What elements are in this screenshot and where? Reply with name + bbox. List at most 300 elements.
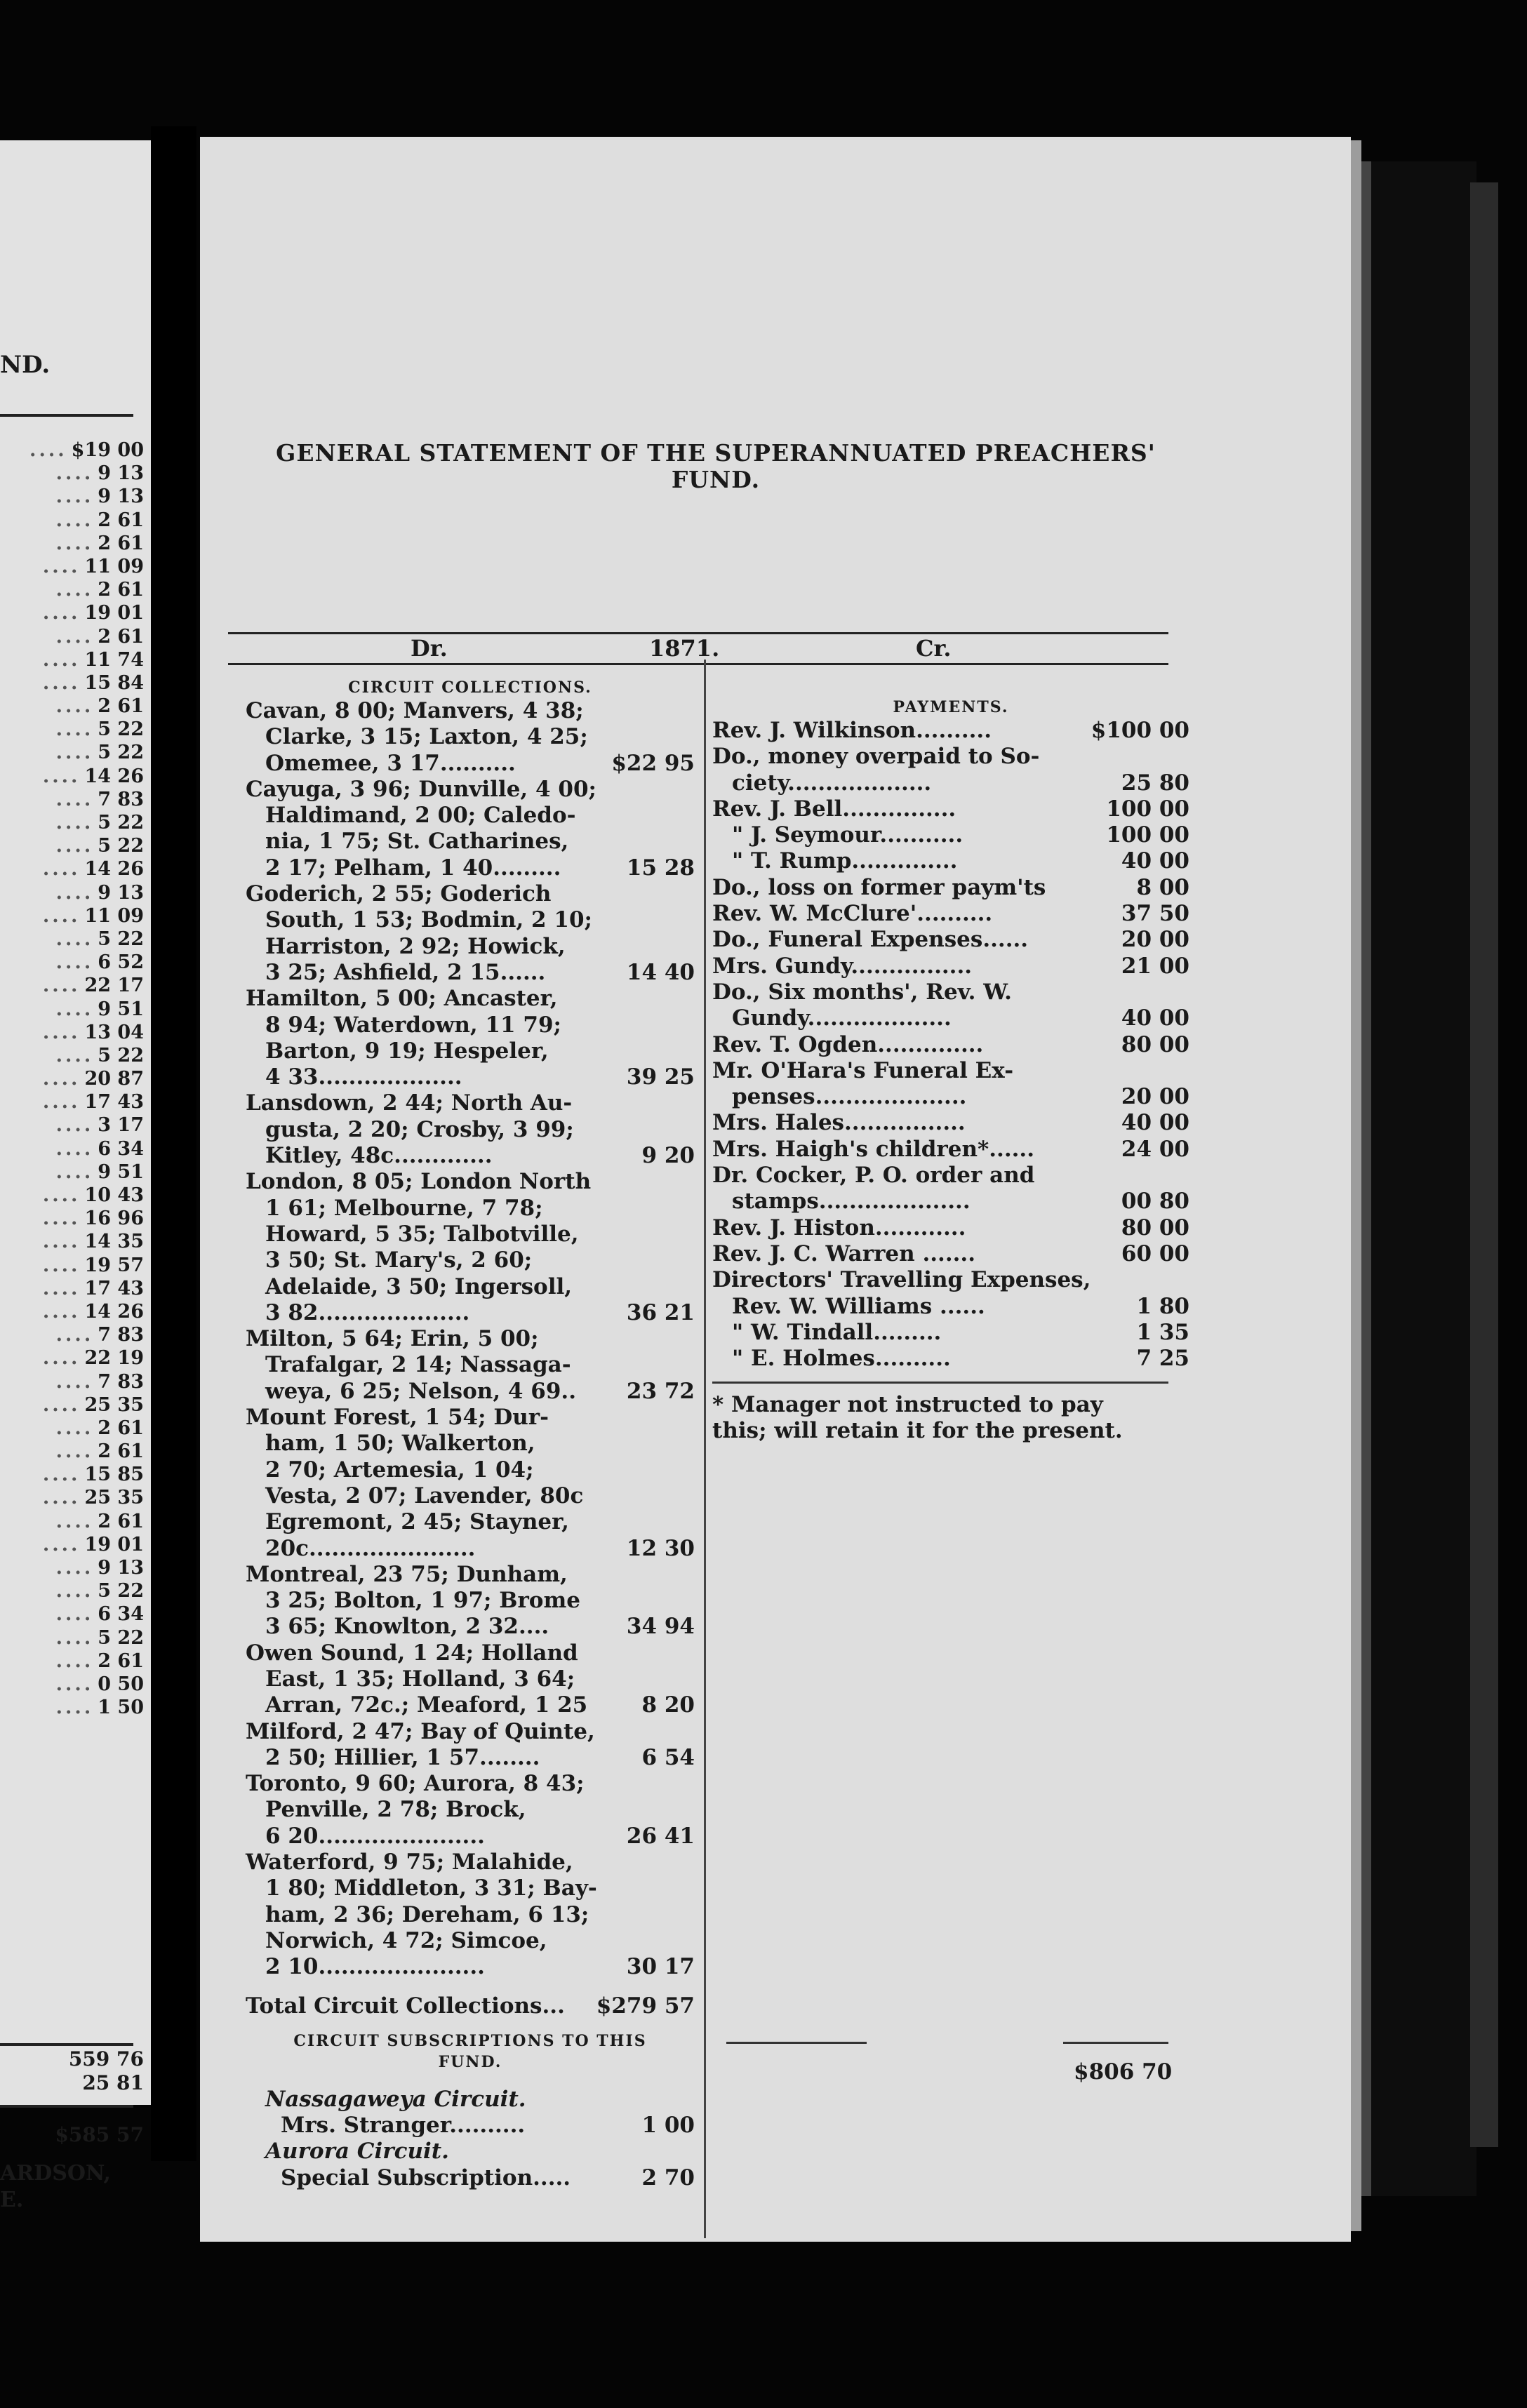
leader-dots: .... <box>55 835 94 857</box>
leader-dots: .... <box>42 1068 81 1090</box>
collection-entry-line: Haldimand, 2 00; Caledo- <box>265 803 576 829</box>
collection-entry <box>246 698 695 777</box>
subscription-amount: 1 00 <box>641 2113 695 2139</box>
left-page-row <box>0 1673 144 1696</box>
payment-entry <box>712 1032 1365 1058</box>
leader-dots: .... <box>42 671 81 694</box>
footnote-line-2: this; will retain it for the present. <box>712 1418 1123 1444</box>
left-page-row <box>0 485 144 508</box>
left-page-amount: 11 74 <box>84 648 144 671</box>
travel-entry <box>712 1320 1365 1346</box>
leader-dots: .... <box>55 928 94 950</box>
collection-entry-line: 6 20...................... <box>265 1823 485 1849</box>
left-page-amount: 6 52 <box>98 951 144 974</box>
left-page-amount: 9 13 <box>98 1557 144 1579</box>
payment-entry-line: Do., Six months', Rev. W. <box>712 979 1012 1005</box>
left-page-row <box>0 1323 144 1346</box>
column-divider <box>704 660 706 2238</box>
collection-entry-line: gusta, 2 20; Crosby, 3 99; <box>265 1116 574 1142</box>
left-page-amount: 6 34 <box>98 1137 144 1160</box>
leader-dots: .... <box>55 998 94 1020</box>
circuit-name-aurora: Aurora Circuit. <box>265 2139 449 2165</box>
left-page-row <box>0 1510 144 1533</box>
collection-entry-line: 3 65; Knowlton, 2 32.... <box>265 1614 549 1640</box>
collection-entry-line: Lansdown, 2 44; North Au- <box>246 1090 573 1116</box>
left-page-row <box>0 1603 144 1626</box>
collection-entry-line: Kitley, 48c............. <box>265 1143 493 1169</box>
left-page-row <box>0 1440 144 1463</box>
collection-entry-line: Hamilton, 5 00; Ancaster, <box>246 986 558 1012</box>
collection-entry-line: 3 25; Bolton, 1 97; Brome <box>265 1588 580 1614</box>
payment-entry <box>712 1241 1365 1267</box>
subscriptions-heading-1: CIRCUIT SUBSCRIPTIONS TO THIS <box>293 2031 647 2050</box>
left-page-amount: 20 87 <box>84 1068 144 1090</box>
leader-dots: .... <box>42 648 81 671</box>
leader-dots: .... <box>42 1487 81 1509</box>
left-page-row <box>0 904 144 928</box>
left-page-row <box>0 1044 144 1067</box>
payment-entry <box>712 744 1365 796</box>
left-page-row <box>0 1021 144 1044</box>
left-page-row <box>0 741 144 764</box>
leader-dots: .... <box>55 462 94 485</box>
left-page-amount: 17 43 <box>84 1277 144 1299</box>
left-page-amount: 2 61 <box>98 532 144 554</box>
payment-entry-amount: 80 00 <box>1121 1031 1189 1057</box>
payment-entry-amount: 80 00 <box>1121 1215 1189 1240</box>
leader-dots: .... <box>42 1021 81 1043</box>
collection-entry-line: ham, 2 36; Dereham, 6 13; <box>265 1901 589 1927</box>
left-page-amount: 9 13 <box>98 462 144 485</box>
left-page-row <box>0 857 144 881</box>
ledger-page <box>200 137 1351 2242</box>
left-page-amount: 10 43 <box>84 1184 144 1206</box>
footnote-line-1: * Manager not instructed to pay <box>712 1392 1103 1418</box>
payment-entry-line: Gundy................... <box>732 1005 952 1031</box>
leader-dots: .... <box>42 1464 81 1486</box>
leader-dots: .... <box>42 1300 81 1323</box>
payment-entry-line: penses.................... <box>732 1084 967 1110</box>
collection-entry-line: nia, 1 75; St. Catharines, <box>265 829 569 855</box>
leader-dots: .... <box>55 1417 94 1439</box>
leader-dots: .... <box>55 1510 94 1532</box>
collection-entry-line: East, 1 35; Holland, 3 64; <box>265 1666 575 1692</box>
leader-dots: .... <box>55 1580 94 1603</box>
subscriptions-heading-2: FUND. <box>438 2052 502 2071</box>
total-collections-row <box>246 1993 695 2019</box>
collection-entry-amount: 6 54 <box>641 1744 695 1770</box>
left-page-row <box>0 788 144 811</box>
left-page-amount: 19 01 <box>84 1533 144 1556</box>
payment-entry-line: Rev. J. C. Warren ....... <box>712 1240 975 1266</box>
collection-entry-line: 8 94; Waterdown, 11 79; <box>265 1012 561 1038</box>
left-page-row <box>0 1137 144 1160</box>
payment-entry-amount: 20 00 <box>1121 927 1189 953</box>
left-page-subtotal: 559 76 <box>68 2047 144 2071</box>
payment-entry <box>712 796 1365 822</box>
collection-entry-line: Trafalgar, 2 14; Nassaga- <box>265 1352 571 1378</box>
leader-dots: .... <box>42 1254 81 1276</box>
left-page-footer-line-1: ARDSON, <box>0 2161 111 2186</box>
collection-entry-line: Cavan, 8 00; Manvers, 4 38; <box>246 698 584 723</box>
collection-entry-line: South, 1 53; Bodmin, 2 10; <box>265 907 592 933</box>
leader-dots: .... <box>42 602 81 624</box>
left-page-amount: 2 61 <box>98 509 144 531</box>
left-page-amount: 1 50 <box>98 1697 144 1719</box>
leader-dots: .... <box>42 1184 81 1206</box>
collection-entry <box>246 881 695 986</box>
left-page-row <box>0 1277 144 1300</box>
payment-entry-line: Rev. J. Histon............ <box>712 1215 966 1240</box>
leader-dots: .... <box>55 1370 94 1393</box>
left-page-amount: 5 22 <box>98 835 144 857</box>
travelling-expenses-heading: Directors' Travelling Expenses, <box>712 1267 1091 1293</box>
subscription-label: Special Subscription..... <box>281 2165 571 2190</box>
left-page-amount: 7 83 <box>98 1370 144 1393</box>
payment-entry-line: " J. Seymour........... <box>732 822 963 848</box>
left-page-row <box>0 1160 144 1184</box>
grand-total: $806 70 <box>1074 2059 1173 2085</box>
collection-entry-amount: 15 28 <box>626 855 695 881</box>
leader-dots: .... <box>42 765 81 787</box>
left-page-amount: 15 85 <box>84 1464 144 1486</box>
payment-entry-amount: 8 00 <box>1136 874 1189 900</box>
payment-entry-line: Rev. W. McClure'.......... <box>712 901 993 927</box>
payment-entry-line: Mrs. Gundy................ <box>712 953 973 979</box>
leader-dots: .... <box>55 742 94 764</box>
left-page-row <box>0 881 144 904</box>
circuit-collections-heading: CIRCUIT COLLECTIONS. <box>348 678 592 697</box>
payment-entry-line: Dr. Cocker, P. O. order and <box>712 1163 1035 1189</box>
left-page-amount: 9 13 <box>98 486 144 508</box>
payment-entry-amount: 40 00 <box>1121 848 1189 874</box>
leader-dots: .... <box>42 1091 81 1113</box>
collection-entry-line: Norwich, 4 72; Simcoe, <box>265 1927 547 1953</box>
payment-entry <box>712 954 1365 979</box>
collection-entry-line: Toronto, 9 60; Aurora, 8 43; <box>246 1771 585 1797</box>
leader-dots: .... <box>55 1114 94 1137</box>
collection-entry-line: Waterford, 9 75; Malahide, <box>246 1850 573 1875</box>
collection-entry-line: Owen Sound, 1 24; Holland <box>246 1640 578 1666</box>
leader-dots: .... <box>55 1650 94 1672</box>
left-page-amount: 5 22 <box>98 718 144 741</box>
collection-entry-amount: 34 94 <box>626 1614 695 1640</box>
book-cover-edge <box>1470 182 1498 2147</box>
left-page-amount: 16 96 <box>84 1208 144 1230</box>
left-page-total: $585 57 <box>55 2123 144 2146</box>
left-page-row <box>0 532 144 555</box>
left-page-footer-line-2: E. <box>0 2188 24 2212</box>
left-page-amount: $19 00 <box>71 439 144 461</box>
collection-entry-line: Goderich, 2 55; Goderich <box>246 881 552 907</box>
left-page-row <box>0 462 144 485</box>
leader-dots: .... <box>29 439 67 461</box>
payment-entry-line: Do., loss on former paym'ts <box>712 874 1046 900</box>
collection-entry <box>246 1719 695 1772</box>
left-page-row <box>0 1393 144 1417</box>
leader-dots: .... <box>55 625 94 648</box>
leader-dots: .... <box>55 788 94 810</box>
travel-entry-amount: 1 80 <box>1136 1293 1189 1319</box>
footnote <box>712 1392 1365 1444</box>
leader-dots: .... <box>42 1393 81 1416</box>
leader-dots: .... <box>55 1137 94 1160</box>
payment-entry-line: " T. Rump.............. <box>732 848 958 874</box>
left-page-amount: 22 19 <box>84 1347 144 1370</box>
payment-entry-amount: 100 00 <box>1106 822 1189 848</box>
left-page-row <box>0 1533 144 1556</box>
left-page-row <box>0 1463 144 1486</box>
left-page-amount: 17 43 <box>84 1091 144 1113</box>
left-page-amount: 7 83 <box>98 788 144 810</box>
left-page-row <box>0 1090 144 1113</box>
left-page-amount: 2 61 <box>98 579 144 601</box>
left-page-row <box>0 1184 144 1207</box>
payment-entry-amount: 25 80 <box>1121 770 1189 796</box>
leader-dots: .... <box>42 1277 81 1299</box>
payment-entry-amount: 20 00 <box>1121 1084 1189 1110</box>
leader-dots: .... <box>55 812 94 834</box>
left-page-amount: 7 83 <box>98 1324 144 1346</box>
payments-heading: PAYMENTS. <box>893 698 1009 716</box>
subscription-label: Mrs. Stranger.......... <box>281 2113 526 2139</box>
leader-dots: .... <box>42 1208 81 1230</box>
left-page-row <box>0 671 144 695</box>
left-page-row <box>0 578 144 601</box>
payment-entry <box>712 979 1365 1032</box>
left-page-amount: 14 26 <box>84 765 144 787</box>
payment-entry <box>712 875 1365 901</box>
payment-entry-line: Mrs. Haigh's children*...... <box>712 1136 1034 1162</box>
left-page-amount-column <box>0 439 144 1719</box>
book-spine <box>1361 161 1476 2196</box>
collection-entry-amount: 23 72 <box>626 1378 695 1404</box>
subscription-amount: 2 70 <box>641 2165 695 2190</box>
left-page-amount: 11 09 <box>84 904 144 927</box>
leader-dots: .... <box>42 1347 81 1370</box>
collection-entry-line: Penville, 2 78; Brock, <box>265 1797 526 1823</box>
left-page-row <box>0 928 144 951</box>
payment-entry-line: Rev. T. Ogden.............. <box>712 1031 984 1057</box>
left-page-row <box>0 951 144 974</box>
total-collections-amount: $279 57 <box>596 1993 695 2019</box>
leader-dots: .... <box>55 718 94 741</box>
collection-entry-line: Omemee, 3 17.......... <box>265 750 516 776</box>
leader-dots: .... <box>55 1603 94 1626</box>
subscription-row <box>246 2113 695 2139</box>
collection-entry <box>246 1090 695 1169</box>
collection-entry-line: Egremont, 2 45; Stayner, <box>265 1509 569 1535</box>
payment-entry-amount: 60 00 <box>1121 1240 1189 1266</box>
left-page-amount: 0 50 <box>98 1673 144 1695</box>
collection-entry-line: 4 33................... <box>265 1064 462 1090</box>
left-page-row <box>0 974 144 997</box>
left-page-row <box>0 811 144 834</box>
leader-dots: .... <box>42 858 81 881</box>
circuit-name-nassagaweya: Nassagaweya Circuit. <box>265 2086 526 2112</box>
credit-column <box>712 697 1365 1444</box>
left-page-row <box>0 1207 144 1230</box>
left-page-row <box>0 1579 144 1603</box>
collection-entry-line: 1 80; Middleton, 3 31; Bay- <box>265 1875 597 1901</box>
payment-entry-line: ciety................... <box>732 770 932 796</box>
left-page-amount: 25 35 <box>84 1487 144 1509</box>
left-page-row <box>0 1230 144 1253</box>
left-page-amount: 3 17 <box>98 1114 144 1137</box>
left-page-amount: 11 09 <box>84 555 144 577</box>
left-page-rule <box>0 414 133 417</box>
collection-entry-line: 2 17; Pelham, 1 40......... <box>265 855 561 881</box>
collection-entry-line: Milford, 2 47; Bay of Quinte, <box>246 1718 595 1744</box>
left-page-amount: 22 17 <box>84 975 144 997</box>
left-page-row <box>0 1254 144 1277</box>
leader-dots: .... <box>55 1440 94 1463</box>
left-page-amount: 15 84 <box>84 671 144 694</box>
travelling-expenses-list <box>712 1294 1365 1372</box>
payment-entry-amount: 24 00 <box>1121 1136 1189 1162</box>
payment-entry-line: Mr. O'Hara's Funeral Ex- <box>712 1057 1014 1083</box>
left-page-row <box>0 1417 144 1440</box>
collection-entry <box>246 1771 695 1850</box>
left-page-amount: 14 35 <box>84 1231 144 1253</box>
payment-entry-amount: $100 00 <box>1091 718 1189 743</box>
collection-entry-line: weya, 6 25; Nelson, 4 69.. <box>265 1378 577 1404</box>
left-page-amount: 5 22 <box>98 812 144 834</box>
left-page-amount: 2 61 <box>98 1650 144 1672</box>
leader-dots: .... <box>55 486 94 508</box>
collection-entry-line: Arran, 72c.; Meaford, 1 25 <box>265 1692 588 1718</box>
left-page-amount: 2 61 <box>98 625 144 648</box>
left-page-row <box>0 648 144 671</box>
collection-entry-line: 3 50; St. Mary's, 2 60; <box>265 1248 533 1273</box>
payment-entry <box>712 848 1365 874</box>
travel-entry-label: " W. Tindall......... <box>732 1319 942 1345</box>
header-top-rule <box>228 632 1168 634</box>
leader-dots: .... <box>55 579 94 601</box>
total-collections-label: Total Circuit Collections... <box>246 1993 565 2019</box>
payment-entry-line: Do., Funeral Expenses...... <box>712 927 1029 953</box>
collection-entry-line: 3 25; Ashfield, 2 15...... <box>265 959 546 985</box>
payment-entry-line: Mrs. Hales................ <box>712 1110 966 1136</box>
collection-entry <box>246 1326 695 1405</box>
left-page-row <box>0 1067 144 1090</box>
collection-entry <box>246 1169 695 1326</box>
left-page-amount: 14 26 <box>84 858 144 881</box>
collection-entry <box>246 777 695 881</box>
leader-dots: .... <box>42 975 81 997</box>
leader-dots: .... <box>42 904 81 927</box>
collection-entry-amount: 9 20 <box>641 1143 695 1169</box>
collection-entry-amount: 14 40 <box>626 959 695 985</box>
collection-entry-line: Howard, 5 35; Talbotville, <box>265 1221 579 1247</box>
payment-entry <box>712 1137 1365 1163</box>
year-label: 1871. <box>649 635 720 662</box>
left-page-amount: 5 22 <box>98 742 144 764</box>
payment-entry <box>712 1215 1365 1241</box>
payment-entry-line: Do., money overpaid to So- <box>712 744 1040 770</box>
left-page-amount: 14 26 <box>84 1300 144 1323</box>
sum-rule-left <box>726 2042 867 2044</box>
left-page-amount: 5 22 <box>98 1580 144 1603</box>
collection-entry <box>246 1562 695 1640</box>
leader-dots: .... <box>55 881 94 904</box>
payment-entry <box>712 927 1365 953</box>
leader-dots: .... <box>55 695 94 718</box>
left-page-row <box>0 555 144 578</box>
collection-entry-amount: 30 17 <box>626 1954 695 1980</box>
collection-entry-amount: 36 21 <box>626 1299 695 1325</box>
left-page-amount: 9 51 <box>98 998 144 1020</box>
collection-entry-amount: 12 30 <box>626 1535 695 1561</box>
left-page-row <box>0 1626 144 1650</box>
collection-entry-line: Adelaide, 3 50; Ingersoll, <box>265 1273 573 1299</box>
leader-dots: .... <box>42 555 81 577</box>
left-page-amount: 9 51 <box>98 1160 144 1183</box>
collection-entry-line: 2 50; Hillier, 1 57........ <box>265 1744 540 1770</box>
left-page-amount: 5 22 <box>98 1626 144 1649</box>
travel-entry-label: Rev. W. Williams ...... <box>732 1293 985 1319</box>
collection-entry-amount: 8 20 <box>641 1692 695 1718</box>
collection-entry-line: 2 10...................... <box>265 1954 485 1980</box>
subscription-row <box>246 2165 695 2191</box>
left-page-row <box>0 509 144 532</box>
payment-entry-amount: 40 00 <box>1121 1005 1189 1031</box>
collection-entry-line: Mount Forest, 1 54; Dur- <box>246 1405 549 1431</box>
left-page-row <box>0 1486 144 1509</box>
facing-left-page <box>0 140 151 2212</box>
payment-entry-line: stamps.................... <box>732 1189 971 1215</box>
left-page-amount: 6 34 <box>98 1603 144 1626</box>
leader-dots: .... <box>55 1160 94 1183</box>
collection-entry-line: Harriston, 2 92; Howick, <box>265 933 566 959</box>
left-page-amount: 2 61 <box>98 695 144 718</box>
collection-entry-line: Montreal, 23 75; Dunham, <box>246 1561 568 1587</box>
collection-entry-line: ham, 1 50; Walkerton, <box>265 1431 535 1457</box>
leader-dots: .... <box>55 1626 94 1649</box>
left-page-row <box>0 1556 144 1579</box>
left-page-amount: 2 61 <box>98 1440 144 1463</box>
leader-dots: .... <box>55 509 94 531</box>
leader-dots: .... <box>42 1533 81 1556</box>
payment-entry-amount: 40 00 <box>1121 1110 1189 1136</box>
leader-dots: .... <box>55 1673 94 1695</box>
travel-entry-amount: 7 25 <box>1136 1346 1189 1372</box>
left-page-row <box>0 1370 144 1393</box>
payment-entry-line: Rev. J. Wilkinson.......... <box>712 718 992 743</box>
left-page-row <box>0 1300 144 1323</box>
collection-entry <box>246 1640 695 1719</box>
left-page-total-rule <box>0 2105 133 2108</box>
collection-entry-line: Milton, 5 64; Erin, 5 00; <box>246 1326 539 1352</box>
collection-entry-line: Cayuga, 3 96; Dunville, 4 00; <box>246 776 596 802</box>
collection-entry-line: 20c...................... <box>265 1535 476 1561</box>
left-page-row <box>0 695 144 718</box>
left-page-amount: 25 35 <box>84 1393 144 1416</box>
left-page-row <box>0 601 144 624</box>
left-page-header-fragment: ND. <box>0 351 51 379</box>
credit-label: Cr. <box>916 635 952 662</box>
payment-entry <box>712 822 1365 848</box>
leader-dots: .... <box>55 532 94 554</box>
collection-entry <box>246 986 695 1090</box>
collection-entry-amount: 26 41 <box>626 1823 695 1849</box>
left-page-subtotal-rule <box>0 2043 133 2046</box>
left-page-amount: 19 57 <box>84 1254 144 1276</box>
left-page-row <box>0 718 144 741</box>
left-page-amount: 9 13 <box>98 881 144 904</box>
travel-entry-amount: 1 35 <box>1136 1319 1189 1345</box>
payment-entry <box>712 901 1365 927</box>
